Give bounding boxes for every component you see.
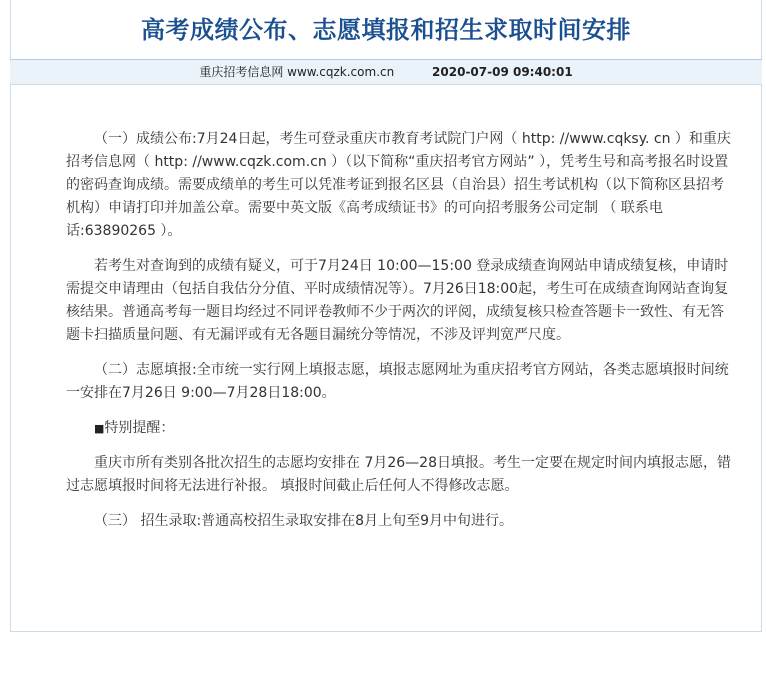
paragraph-special-notice: 重庆市所有类别各批次招生的志愿均安排在 7月26—28日填报。考生一定要在规定时间内填报志愿，错过志愿填报时间将无法进行补报。 填报时间截止后任何人不得修改志愿。 — [66, 455, 731, 494]
article-source: 重庆招考信息网 www.cqzk.com.cn — [199, 65, 395, 79]
title-bar — [10, 0, 762, 60]
article-meta — [10, 60, 762, 85]
article-body — [66, 128, 736, 545]
paragraph-score-review: 若考生对查询到的成绩有疑义，可于7月24日 10:00—15:00 登录成绩查询网站申请成绩复核，申请时需提交申请理由（包括自我估分分值、平时成绩情况等）。7月26日18:00起，考生可在成绩查询网站查询复核结果。普通高考每一题目均经过不同评卷教师不少于两次的评阅，成绩复核只检查答题卡一致性、有无答题卡扫描质量问题、有无漏评或有无各题目漏统分等情况，不涉及评判宽严尺度。 — [66, 258, 729, 343]
paragraph-application: （二）志愿填报:全市统一实行网上填报志愿，填报志愿网址为重庆招考官方网站，各类志愿填报时间统一安排在7月26日 9:00—7月28日18:00。 — [66, 362, 729, 401]
notice-label: 特别提醒： — [104, 420, 175, 436]
paragraph-admission: （三） 招生录取:普通高校招生录取安排在8月上旬至9月中旬进行。 — [94, 513, 513, 529]
special-notice-heading — [66, 417, 736, 440]
bullet-icon: ■ — [94, 422, 105, 435]
page-title: 高考成绩公布、志愿填报和招生求取时间安排 — [141, 16, 631, 44]
paragraph-score-release: （一）成绩公布:7月24日起，考生可登录重庆市教育考试院门户网（ http: //www.cqksy. cn ）和重庆招考信息网（ http: //www.cqzk.com.cn ）（以下简称“重庆招考官方网站” ），凭考生号和高考报名时设置的密码查询成绩。需要成绩单的考生可以凭准考证到报名区县（自治县）招生考试机构（以下简称区县招考机构）申请打印并加盖公章。需要中英文版《高考成绩证书》的可向招考服务公司定制 （ 联系电话:63890265 ）。 — [66, 131, 731, 239]
article-datetime: 2020-07-09 09:40:01 — [432, 65, 573, 79]
